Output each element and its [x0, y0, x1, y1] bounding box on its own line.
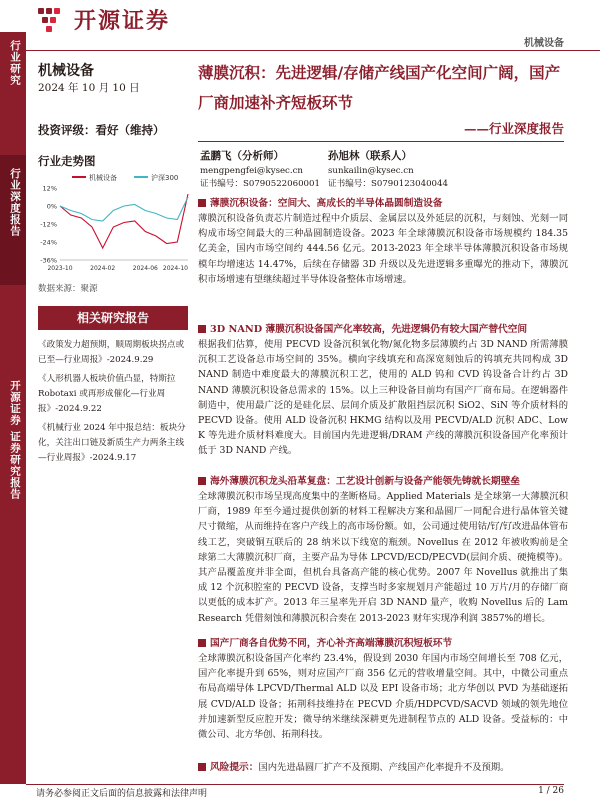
y-tick-label: -12% — [40, 220, 57, 229]
section-heading-text: 薄膜沉积设备：空间大、高成长的半导体晶圆制造设备 — [210, 198, 443, 209]
logo-icon — [38, 6, 68, 32]
trend-chart — [32, 170, 192, 276]
strip-label-top: 行业研究 — [9, 40, 21, 86]
section-body: 根据我们估算，使用 PECVD 设备沉积氧化物/氮化物多层薄膜约占 3D NAND 所需薄膜沉积工艺设备总市场空间的 35%。横向字线填充和高深宽刻蚀后的钨填充共同构成 3D NAND 制造中难度最大的薄膜沉积工艺，使用的 ALD 钨和 CVD 钨设备合计约占 3D NAND 薄膜沉积设备总需求的 15%。以上三种设备目前均有国产厂商布局。在逻辑器件制造中，使用最广泛的是硅化层、层间介质及扩散阻挡层沉积 SiO2、SiN 等介质材料的 PECVD 设备。使用 ALD 设备沉积 HKMG 结构以及用 PECVD/ALD 沉积 ADC、Low K 等先进介质材料难度大。目前国内先进逻辑/DRAM 产线的薄膜沉积设备国产化率预计低于 3D NAND 产线。 — [198, 339, 568, 457]
title-divider — [198, 141, 564, 142]
header-divider — [0, 50, 600, 51]
section-body: 全球薄膜沉积市场呈现高度集中的垄断格局。Applied Materials 是全球第一大薄膜沉积厂商，1989 年至今通过提供创新的材料工程解决方案和晶圆厂一同配合进行晶体管关键尺寸微缩，从而维持在客户产线上的高市场份额。如，公司通过使用钴/钌/钌改进晶体管布线工艺，突破铜互联后的 28 纳米以下线宽的瓶颈。Novellus 在 2012 年被收购前是全球第二大薄膜沉积厂商，主要产品为导体 LPCVD/ECD/PECVD(层间介质、硬掩模等)。其产品覆盖度并非全面，但机台具备高产能的核心优势。2007 年 Novellus 就推出了集成 12 个沉积腔室的 PECVD 设备，支撑当时多家规划月产能超过 10 万片/月的存储厂商以更低的成本扩产。2013 年三星率先开启 3D NAND 量产，收购 Novellus 后的 Lam Research 凭借刻蚀和薄膜沉积合奏在 2013-2023 财年实现净利润 3857%的增长。 — [198, 491, 568, 624]
section-market — [198, 196, 568, 287]
x-tick-label: 2024-10 — [162, 265, 188, 272]
bullet-icon — [198, 639, 206, 647]
section-heading — [198, 474, 568, 489]
strip-label-middle: 行业深度报告 — [9, 168, 21, 237]
section-heading — [198, 196, 568, 211]
analyst-name: 孟鹏飞（分析师） — [200, 150, 284, 162]
section-domestic — [198, 636, 568, 742]
section-heading — [198, 636, 568, 651]
chart-source: 数据来源：聚源 — [38, 284, 98, 294]
x-tick-label: 2023-10 — [47, 265, 73, 272]
y-tick-label: 0% — [46, 202, 57, 211]
related-report-item[interactable]: 《人形机器人板块价值凸显，特斯拉 Robotaxi 或再形成催化—行业周报》-2024.9.22 — [38, 374, 176, 414]
rating-label: 投资评级： — [38, 123, 96, 137]
section-heading-text: 海外薄膜沉积龙头沿革复盘：工艺设计创新与设备产能领先铸就长期壁垒 — [210, 476, 520, 487]
section-body: 薄膜沉积设备负责芯片制造过程中介质层、金属层以及外延层的沉积，与刻蚀、光刻一同构成市场空间最大的三种晶圆制造设备。2023 年全球薄膜沉积设备市场规模约 184.35 亿美金，国内市场空间约 444.56 亿元。2013-2023 年全球半导体薄膜沉积设备市场规模年均增速达 14.47%，后续在存储器 3D 升级以及先进逻辑多重曝光的推动下，薄膜沉积市场增速有望继续超过半导体设备整体市场增速。 — [198, 213, 568, 285]
y-tick-label: -36% — [40, 256, 57, 265]
related-report-item[interactable]: 《机械行业 2024 年中报总结：板块分化，关注出口链及新质生产力两条主线—行业周报》-2024.9.17 — [38, 423, 186, 463]
section-heading-text: 3D NAND 薄膜沉积设备国产化率较高，先进逻辑仍有较大国产替代空间 — [210, 324, 528, 335]
x-tick-label: 2024-02 — [90, 265, 116, 272]
report-date: 2024 年 10 月 10 日 — [38, 82, 140, 94]
bullet-icon — [198, 199, 206, 207]
strip-label-bottom: 开源证券 证券研究报告 — [9, 380, 21, 500]
analyst-card — [200, 150, 320, 191]
x-tick-label: 2024-06 — [132, 265, 158, 272]
bullet-icon — [198, 477, 206, 485]
bullet-icon — [198, 763, 206, 771]
section-heading-text: 国产厂商各自优势不同，齐心补齐高端薄膜沉积短板环节 — [210, 638, 453, 649]
related-reports-list — [38, 338, 188, 470]
related-report-item[interactable]: 《政策发力超预期，顺周期板块拐点或已至—行业周报》-2024.9.29 — [38, 340, 185, 365]
legend-label: 机械设备 — [89, 174, 117, 182]
section-heading — [198, 322, 568, 337]
brand-logo — [38, 4, 170, 34]
contact-name: 孙旭林（联系人） — [328, 150, 412, 162]
risk-text: 国内先进晶圆厂扩产不及预期、产线国产化率提升不及预期。 — [258, 762, 510, 773]
section-body: 全球薄膜沉积设备国产化率约 23.4%，假设到 2030 年国内市场空间增长至 708 亿元，国产化率提升到 65%，则对应国产厂商 356 亿元的营收增量空间。其中，中微公司重点布局高端导体 LPCVD/Thermal ALD 以及 EPI 设备市场；北方华创以 PVD 为基础逐拓展 CVD/ALD 设备；拓荆科技维持在 PECVD 介质/HDPCVD/SACVD 领域的领先地位并加速新型反应腔开发；微导纳米继续深耕更先进制程节点的 ALD 设备。受益标的：中微公司、北方华创、拓荆科技。 — [198, 653, 568, 741]
rating-value: 看好（维持） — [95, 123, 165, 137]
section-tag: 机械设备 — [524, 38, 564, 49]
section-3dnand — [198, 322, 568, 459]
y-tick-label: 12% — [42, 184, 57, 193]
rating — [38, 122, 165, 138]
sector-name: 机械设备 — [38, 63, 94, 79]
y-tick-label: -24% — [40, 238, 57, 247]
trend-chart-title: 行业走势图 — [38, 154, 96, 168]
report-subtitle: ——行业深度报告 — [463, 121, 564, 136]
trend-chart-svg — [32, 170, 192, 276]
contact-card — [328, 150, 448, 191]
analyst-cert: 证书编号：S0790522060001 — [200, 179, 320, 189]
section-overseas — [198, 474, 568, 626]
analyst-email[interactable]: mengpengfei@kysec.cn — [200, 166, 303, 176]
footer-divider — [26, 784, 564, 785]
contact-email[interactable]: sunkailin@kysec.cn — [328, 166, 414, 176]
brand-name: 开源证券 — [74, 8, 171, 34]
section-heading-text: 风险提示： — [210, 762, 259, 773]
report-title: 薄膜沉积：先进逻辑/存储产线国产化空间广阔，国产厂商加速补齐短板环节 — [198, 63, 561, 112]
footer-disclaimer: 请务必参阅正文后面的信息披露和法律声明 — [36, 789, 208, 799]
bullet-icon — [198, 325, 206, 333]
related-reports-title: 相关研究报告 — [38, 306, 188, 330]
contact-cert: 证书编号：S0790123040044 — [328, 179, 448, 189]
legend-label: 沪深300 — [151, 174, 179, 182]
section-heading — [198, 760, 568, 775]
page-number: 1 / 26 — [538, 786, 564, 796]
section-risk — [198, 760, 568, 775]
